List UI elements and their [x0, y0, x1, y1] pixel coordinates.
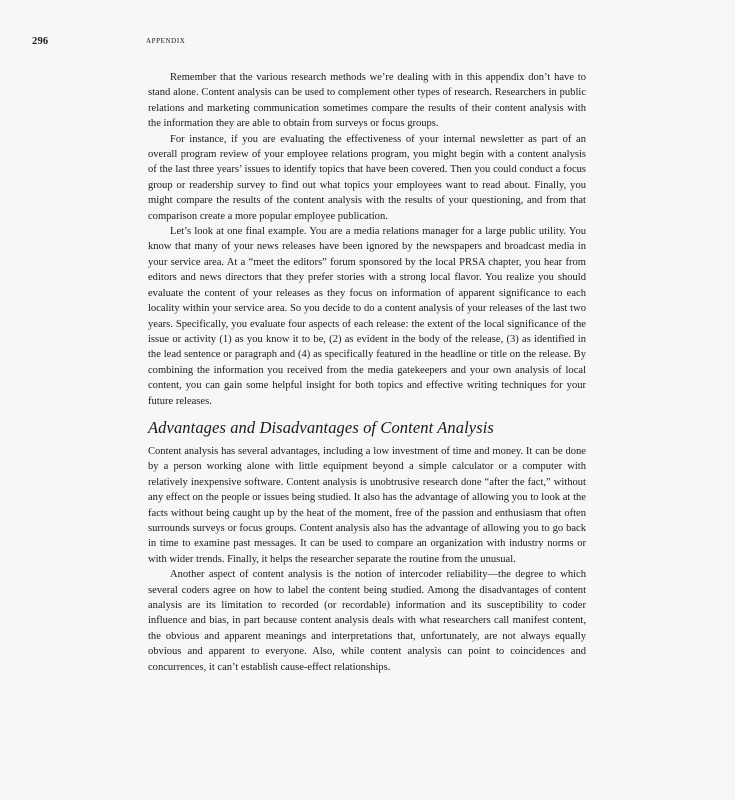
- paragraph: Another aspect of content analysis is the notion of intercoder reliability—the degree to which several coders agree on how to label the content being studied. Among the disadvantages of content analysis are its limitation to recorded (or recordable) information and its susceptibility to coder influence and bias, in part because content analysis deals with what researchers call manifest content, the obvious and apparent meanings and interpretations that, unfortunately, are not always equally obvious and apparent to everyone. Also, while content analysis can point to coincidences and concurrences, it can’t establish cause-effect relationships.: [148, 569, 586, 673]
- paragraph: Content analysis has several advantages, including a low investment of time and money. It can be done by a person working alone with little equipment beyond a simple calculator or a computer with relatively inexpensive software. Content analysis is unobtrusive research done “after the fact,” without any effect on the people or issues being studied. It also has the advantage of allowing you to look at the facts without being caught up by the heat of the moment, free of the passion and enthusiasm that often surrounds surveys or focus groups. Content analysis also has the advantage of allowing you to go back in time to examine past messages. It can be used to compare an organization with industry norms or with wider trends. Finally, it helps the researcher separate the routine from the unusual.: [148, 445, 586, 565]
- section-label: APPENDIX: [146, 37, 186, 45]
- running-head: [0, 36, 735, 50]
- paragraph: For instance, if you are evaluating the effectiveness of your internal newsletter as part of an overall program review of your employee relations program, you might begin with a content analysis of the last three years’ issues to identify topics that have been covered. Then you could conduct a focus group or readership survey to find out what topics your employees want to read about. Finally, you might compare the results of the content analysis with the results of your questioning, and from that comparison create a more popular employee publication.: [148, 133, 586, 222]
- page-number: 296: [32, 36, 49, 47]
- section-heading: Advantages and Disadvantages of Content Analysis: [148, 417, 494, 437]
- paragraph: Let’s look at one final example. You are a media relations manager for a large public utility. You know that many of your news releases have been ignored by the newspapers and broadcast media in your service area. At a “meet the editors” forum sponsored by the local PRSA chapter, you hear from editors and news directors that they prefer stories with a strong local flavor. You realize you should evaluate the content of your releases as they focus on information of apparent significance to each locality within your service area. So you decide to do a content analysis of your releases of the last two years. Specifically, you evaluate four aspects of each release: the extent of the local significance of the issue or activity (1) as you know it to be, (2) as evident in the body of the release, (3) as identified in the lead sentence or paragraph and (4) as specifically featured in the headline or title on the release. By combining the information you received from the media gatekeepers and your own analysis of local content, you can gain some helpful insight for both topics and effective writing techniques for your future releases.: [148, 226, 586, 407]
- paragraph: Remember that the various research methods we’re dealing with in this appendix don’t have to stand alone. Content analysis can be used to complement other types of research. Researchers in public relations and marketing communication sometimes compare the results of their content analysis with the information they are able to obtain from surveys or focus groups.: [148, 72, 586, 130]
- body-text: [148, 70, 586, 675]
